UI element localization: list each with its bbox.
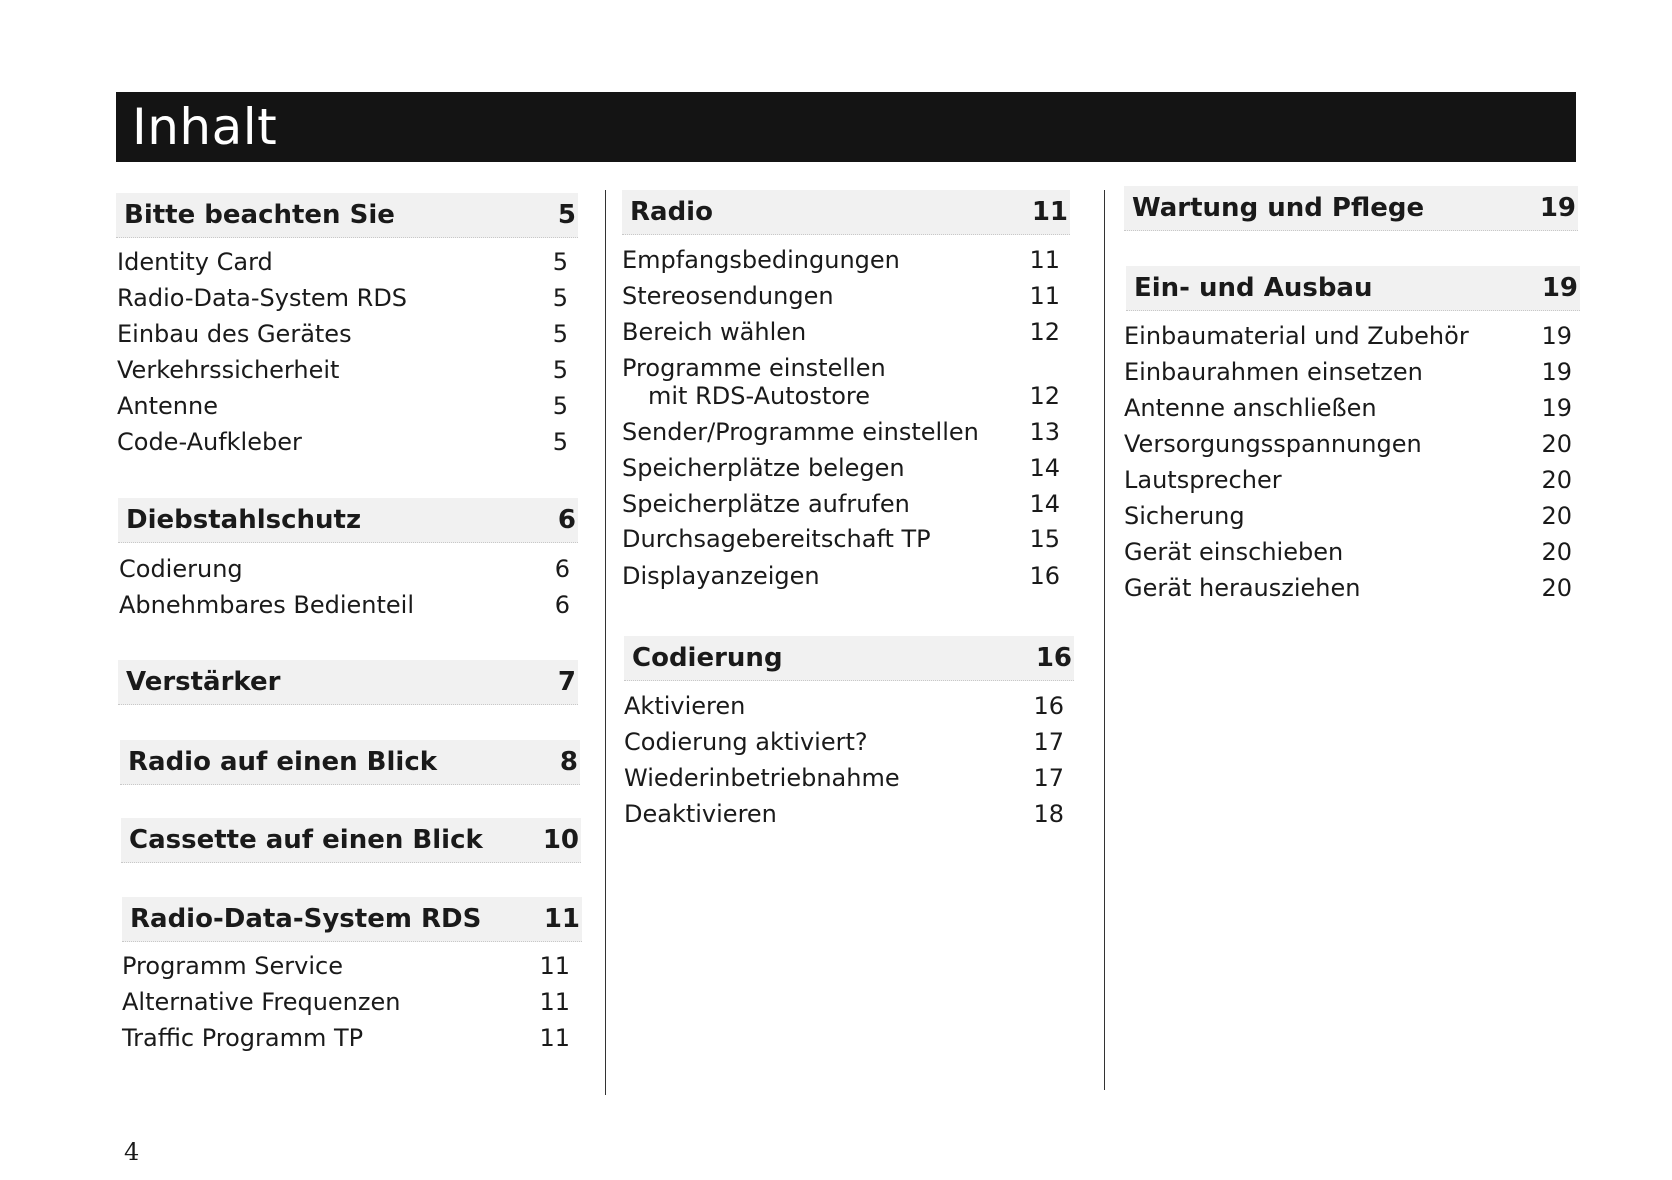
- column-divider-1: [605, 190, 606, 1095]
- section-heading-radio-auf-einen-blick[interactable]: [120, 740, 580, 785]
- section-heading-ein-und-ausbau[interactable]: [1126, 266, 1580, 311]
- toc-page: 19: [1541, 394, 1572, 422]
- section-title: Verstärker: [126, 667, 281, 697]
- toc-page: 20: [1541, 430, 1572, 458]
- toc-entry[interactable]: Gerät herausziehen: [1124, 574, 1361, 602]
- toc-page: 16: [1033, 692, 1064, 720]
- toc-page: 11: [1029, 246, 1060, 274]
- toc-page: 20: [1541, 466, 1572, 494]
- toc-page: 11: [539, 952, 570, 980]
- toc-page: 5: [552, 320, 568, 348]
- section-heading-radio-data-system[interactable]: [122, 897, 582, 942]
- section-heading-diebstahlschutz[interactable]: [118, 498, 578, 543]
- toc-page: 19: [1541, 322, 1572, 350]
- toc-page: 14: [1029, 490, 1060, 518]
- toc-page: 5: [552, 392, 568, 420]
- section-page: 5: [557, 200, 576, 230]
- toc-entry[interactable]: Antenne anschließen: [1124, 394, 1377, 422]
- toc-entry[interactable]: Einbaurahmen einsetzen: [1124, 358, 1423, 386]
- section-heading-codierung[interactable]: [624, 636, 1074, 681]
- section-page: 19: [1541, 273, 1578, 303]
- toc-entry[interactable]: Durchsagebereitschaft TP: [622, 525, 931, 553]
- toc-entry[interactable]: Lautsprecher: [1124, 466, 1282, 494]
- toc-page: 20: [1541, 574, 1572, 602]
- toc-page: 11: [539, 1024, 570, 1052]
- toc-entry[interactable]: Programme einstellen: [622, 354, 886, 382]
- section-page: 11: [543, 904, 580, 934]
- toc-entry[interactable]: Wiederinbetriebnahme: [624, 764, 900, 792]
- toc-page: 16: [1029, 562, 1060, 590]
- toc-entry[interactable]: Stereosendungen: [622, 282, 834, 310]
- column-divider-2: [1104, 190, 1105, 1090]
- section-page: 10: [542, 825, 579, 855]
- section-page: 16: [1035, 643, 1072, 673]
- toc-entry[interactable]: Einbau des Gerätes: [117, 320, 352, 348]
- toc-entry[interactable]: Codierung aktiviert?: [624, 728, 868, 756]
- toc-entry[interactable]: Speicherplätze aufrufen: [622, 490, 910, 518]
- toc-entry[interactable]: Traffic Programm TP: [122, 1024, 364, 1052]
- section-heading-wartung-und-pflege[interactable]: [1124, 186, 1578, 231]
- section-title: Radio auf einen Blick: [128, 747, 438, 777]
- toc-page: 5: [552, 356, 568, 384]
- section-title: Cassette auf einen Blick: [129, 825, 483, 855]
- toc-entry[interactable]: Codierung: [119, 555, 243, 583]
- section-heading-radio[interactable]: [622, 190, 1070, 235]
- section-page: 7: [557, 667, 576, 697]
- toc-page: 11: [1029, 282, 1060, 310]
- toc-entry[interactable]: Antenne: [117, 392, 218, 420]
- toc-entry[interactable]: Sicherung: [1124, 502, 1245, 530]
- toc-entry[interactable]: mit RDS-Autostore: [648, 382, 871, 410]
- section-title: Diebstahlschutz: [126, 505, 362, 535]
- section-title: Ein- und Ausbau: [1134, 273, 1373, 303]
- page-title: Inhalt: [132, 98, 278, 156]
- toc-page: 5: [552, 248, 568, 276]
- section-heading-cassette-auf-einen-blick[interactable]: [121, 818, 581, 863]
- section-title: Codierung: [632, 643, 783, 673]
- toc-page: 12: [1029, 318, 1060, 346]
- toc-page: 17: [1033, 764, 1064, 792]
- toc-entry[interactable]: Einbaumaterial und Zubehör: [1124, 322, 1469, 350]
- toc-page: 15: [1029, 525, 1060, 553]
- title-bar: [116, 92, 1576, 162]
- toc-entry[interactable]: Code-Aufkleber: [117, 428, 302, 456]
- toc-entry[interactable]: Radio-Data-System RDS: [117, 284, 408, 312]
- toc-entry[interactable]: Speicherplätze belegen: [622, 454, 905, 482]
- toc-entry[interactable]: Identity Card: [117, 248, 273, 276]
- section-heading-bitte-beachten[interactable]: [116, 193, 578, 238]
- toc-page: 5: [552, 428, 568, 456]
- section-page: 19: [1539, 193, 1576, 223]
- section-title: Radio-Data-System RDS: [130, 904, 482, 934]
- toc-entry[interactable]: Aktivieren: [624, 692, 746, 720]
- toc-page: 19: [1541, 358, 1572, 386]
- toc-entry[interactable]: Bereich wählen: [622, 318, 807, 346]
- section-page: 8: [559, 747, 578, 777]
- toc-page: 12: [1029, 382, 1060, 410]
- toc-entry[interactable]: Abnehmbares Bedienteil: [119, 591, 415, 619]
- section-title: Wartung und Pflege: [1132, 193, 1425, 223]
- toc-entry[interactable]: Empfangsbedingungen: [622, 246, 900, 274]
- toc-entry[interactable]: Programm Service: [122, 952, 343, 980]
- section-page: 6: [557, 505, 576, 535]
- toc-page: 6: [554, 591, 570, 619]
- toc-entry[interactable]: Versorgungsspannungen: [1124, 430, 1422, 458]
- section-title: Bitte beachten Sie: [124, 200, 395, 230]
- toc-entry[interactable]: Deaktivieren: [624, 800, 777, 828]
- toc-page: 13: [1029, 418, 1060, 446]
- toc-entry[interactable]: Sender/Programme einstellen: [622, 418, 979, 446]
- toc-entry[interactable]: Verkehrssicherheit: [117, 356, 340, 384]
- toc-page: 17: [1033, 728, 1064, 756]
- toc-page: 6: [554, 555, 570, 583]
- toc-page: 5: [552, 284, 568, 312]
- toc-page: 18: [1033, 800, 1064, 828]
- toc-entry[interactable]: Displayanzeigen: [622, 562, 820, 590]
- section-page: 11: [1031, 197, 1068, 227]
- toc-entry[interactable]: Alternative Frequenzen: [122, 988, 401, 1016]
- section-heading-verstaerker[interactable]: [118, 660, 578, 705]
- toc-page: 14: [1029, 454, 1060, 482]
- toc-page: 20: [1541, 502, 1572, 530]
- toc-page: 20: [1541, 538, 1572, 566]
- toc-entry[interactable]: Gerät einschieben: [1124, 538, 1344, 566]
- toc-page: 11: [539, 988, 570, 1016]
- section-title: Radio: [630, 197, 713, 227]
- footer-page-number: 4: [124, 1138, 140, 1166]
